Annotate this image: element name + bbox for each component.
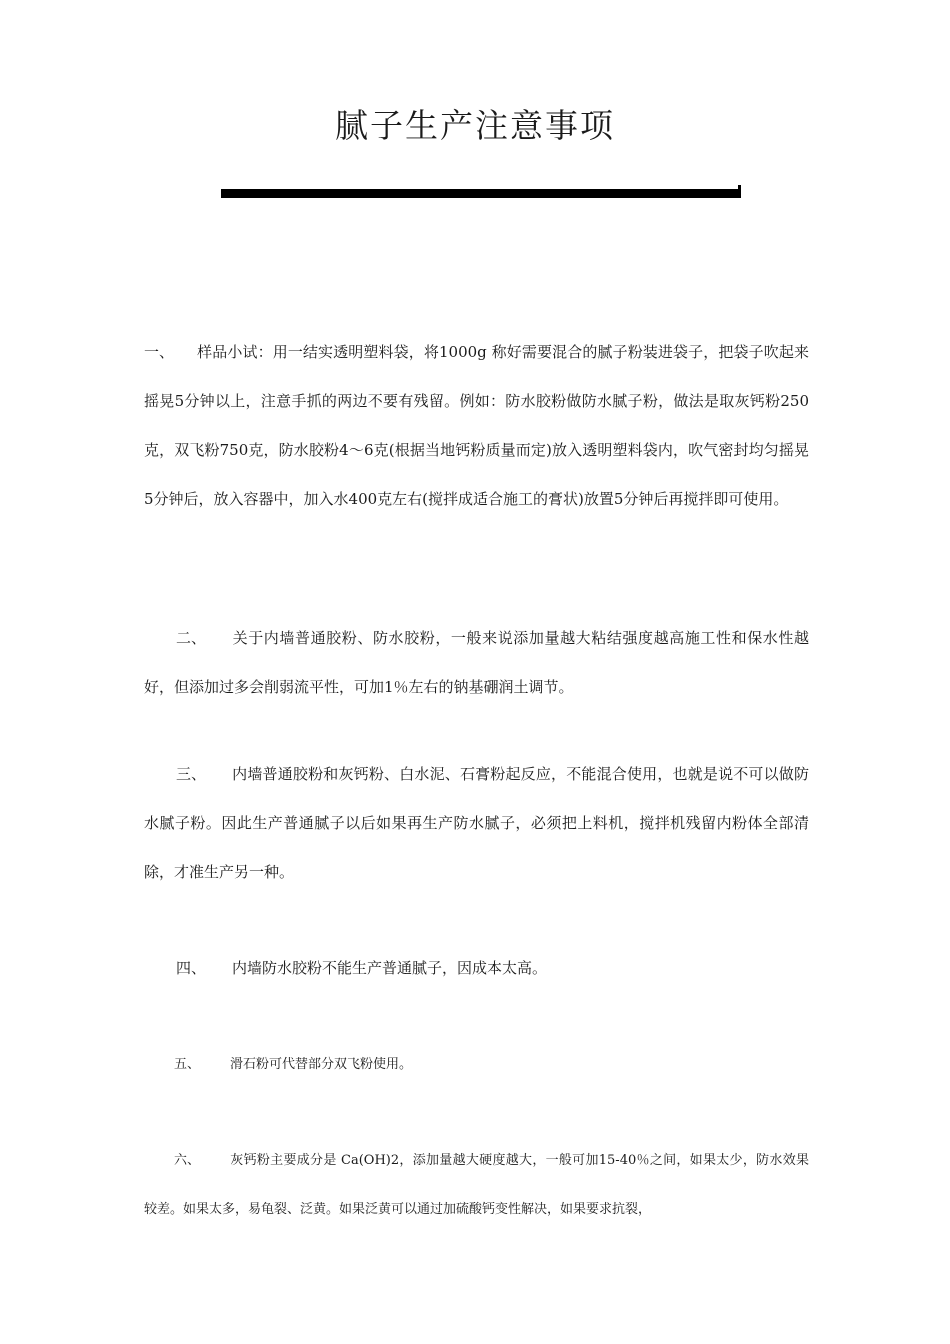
section-5: [144, 1040, 809, 1089]
section-1-text: 样品小试：用一结实透明塑料袋，将1000g 称好需要混合的腻子粉装进袋子，把袋子吹起来摇晃5分钟以上，注意手抓的两边不要有残留。例如：防水胶粉做防水腻子粉，做法是取灰钙粉250克，双飞粉750克，防水胶粉4～6克(根据当地钙粉质量而定)放入透明塑料袋内，吹气密封均匀摇晃5分钟后，放入容器中，加入水400克左右(搅拌成适合施工的膏状)放置5分钟后再搅拌即可使用。: [144, 343, 809, 508]
section-5-number: 五、: [174, 1057, 201, 1072]
section-5-text: 滑石粉可代替部分双飞粉使用。: [230, 1057, 413, 1072]
section-4-number: 四、: [176, 959, 207, 977]
section-3-number: 三、: [176, 765, 207, 783]
section-2: [144, 614, 809, 712]
section-6: [144, 1136, 809, 1234]
title-underline-tick: [738, 185, 741, 191]
section-2-text: 关于内墙普通胶粉、防水胶粉，一般来说添加量越大粘结强度越高施工性和保水性越好，但添加过多会削弱流平性，可加1％左右的钠基硼润土调节。: [144, 629, 809, 696]
title-underline: [221, 189, 741, 198]
document-title: 腻子生产注意事项: [335, 106, 615, 145]
section-3-text: 内墙普通胶粉和灰钙粉、白水泥、石膏粉起反应，不能混合使用，也就是说不可以做防水腻子粉。因此生产普通腻子以后如果再生产防水腻子，必须把上料机，搅拌机残留内粉体全部清除，才准生产另一种。: [144, 765, 809, 881]
section-6-number: 六、: [174, 1153, 201, 1168]
section-4-text: 内墙防水胶粉不能生产普通腻子，因成本太高。: [232, 959, 548, 977]
section-1: [144, 328, 809, 524]
section-6-text: 灰钙粉主要成分是 Ca(OH)2，添加量越大硬度越大，一般可加15-40％之间，如果太少，防水效果较差。如果太多，易龟裂、泛黄。如果泛黄可以通过加硫酸钙变性解决，如果要求抗裂，: [144, 1153, 809, 1217]
section-1-number: 一、: [144, 343, 175, 361]
section-2-number: 二、: [176, 629, 207, 647]
section-3: [144, 750, 809, 897]
section-4: [144, 944, 809, 993]
